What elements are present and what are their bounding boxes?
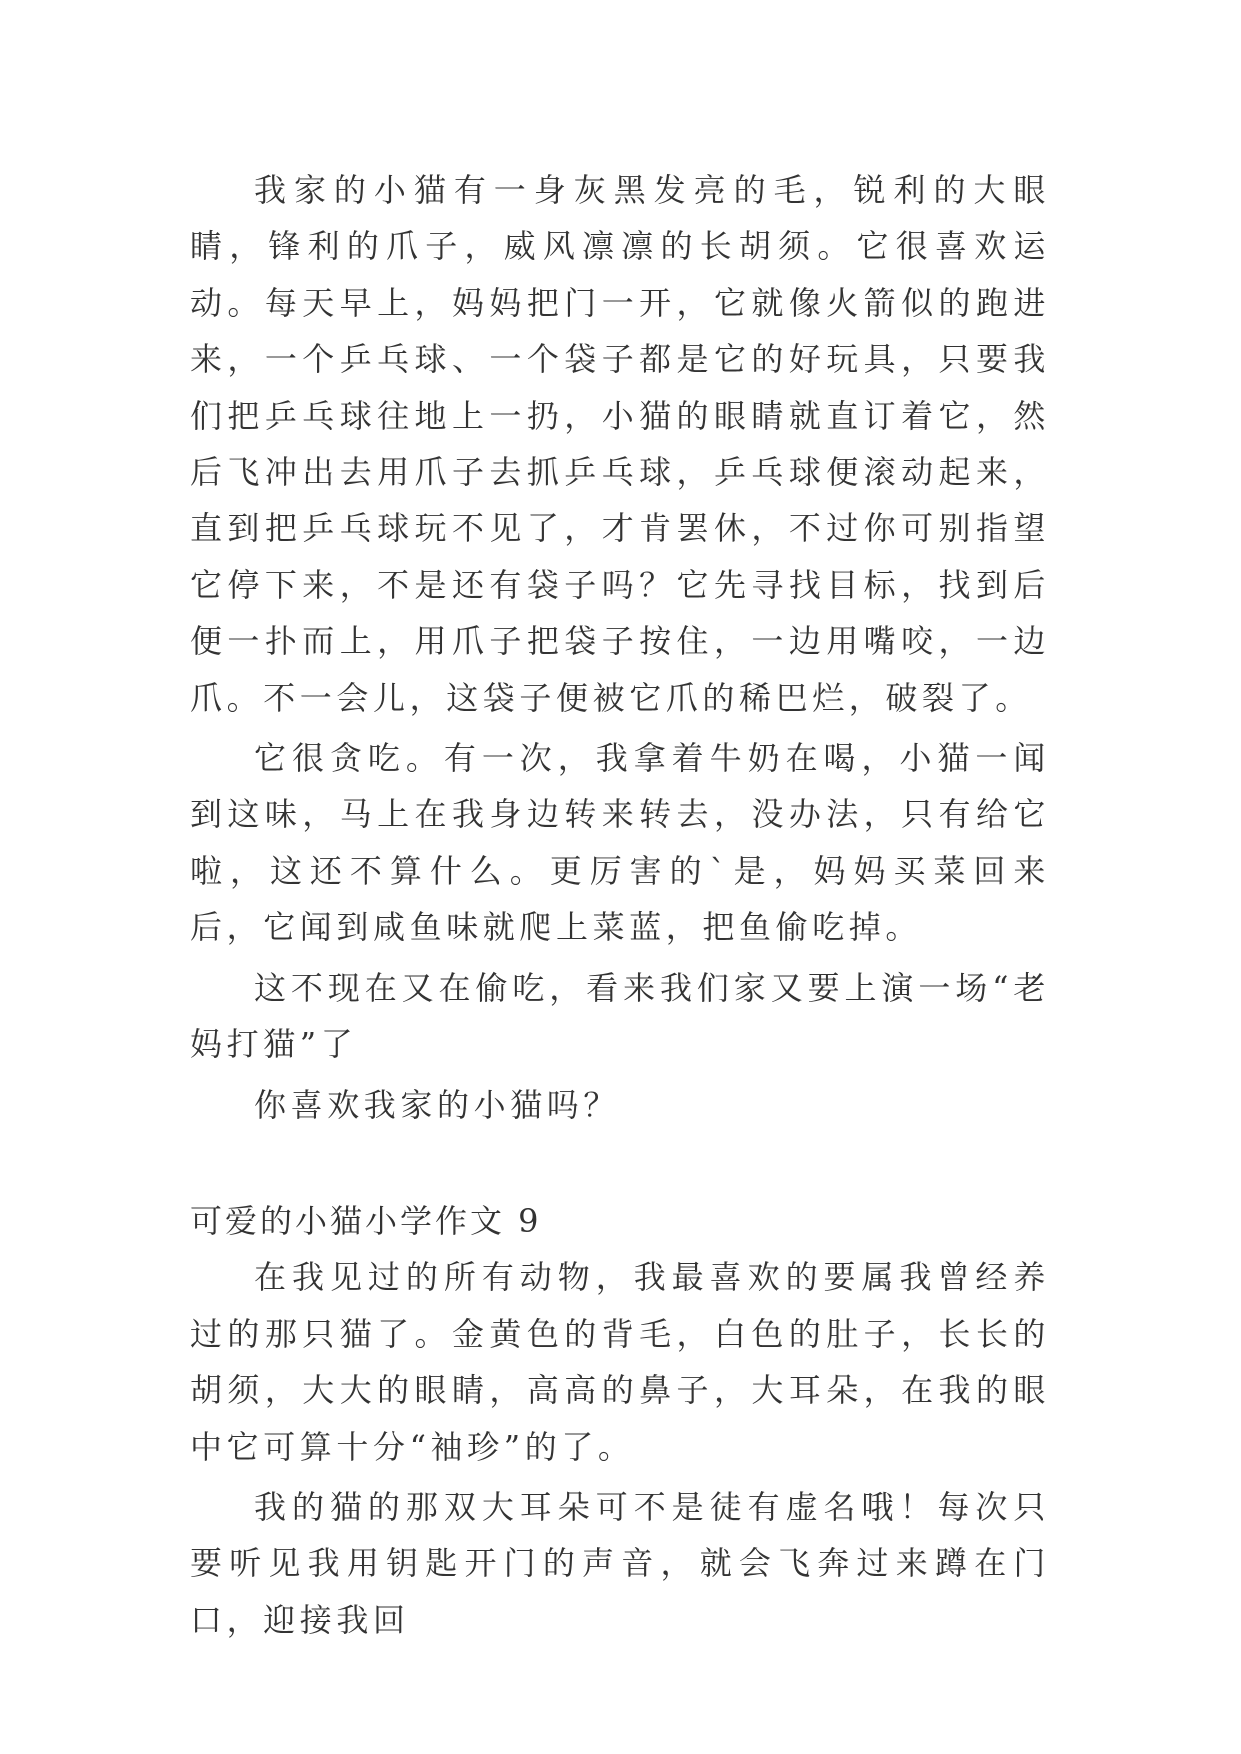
paragraph: 你喜欢我家的小猫吗？ <box>254 1085 621 1124</box>
paragraph: 在我见过的所有动物，我最喜欢的要属我曾经养过的那只猫了。金黄色的背毛，白色的肚子，长长的胡须，大大的眼睛，高高的鼻子，大耳朵，在我的眼中它可算十分“袖珍”的了。 <box>190 1258 1050 1466</box>
section-title: 可爱的小猫小学作文 9 <box>190 1201 542 1240</box>
paragraph: 我的猫的那双大耳朵可不是徒有虚名哦！每次只要听见我用钥匙开门的声音，就会飞奔过来蹲在门口，迎接我回 <box>190 1487 1050 1639</box>
paragraph: 我家的小猫有一身灰黑发亮的毛，锐利的大眼睛，锋利的爪子，威风凛凛的长胡须。它很喜欢运动。每天早上，妈妈把门一开，它就像火箭似的跑进来，一个乒乓球、一个袋子都是它的好玩具，只要我们把乒乓球往地上一扔，小猫的眼睛就直订着它，然后飞冲出去用爪子去抓乒乓球，乒乓球便滚动起来，直到把乒乓球玩不见了，才肯罢休，不过你可别指望它停下来，不是还有袋子吗？它先寻找目标，找到后便一扑而上，用爪子把袋子按住，一边用嘴咬，一边爪。不一会儿，这袋子便被它爪的稀巴烂，破裂了。 <box>190 171 1050 717</box>
paragraph: 这不现在又在偷吃，看来我们家又要上演一场“老妈打猫”了 <box>190 968 1050 1064</box>
paragraph: 它很贪吃。有一次，我拿着牛奶在喝，小猫一闻到这味，马上在我身边转来转去，没办法，只有给它啦，这还不算什么。更厉害的`是，妈妈买菜回来后，它闻到咸鱼味就爬上菜蓝，把鱼偷吃掉。 <box>190 739 1050 947</box>
essay-body <box>190 162 1050 1648</box>
